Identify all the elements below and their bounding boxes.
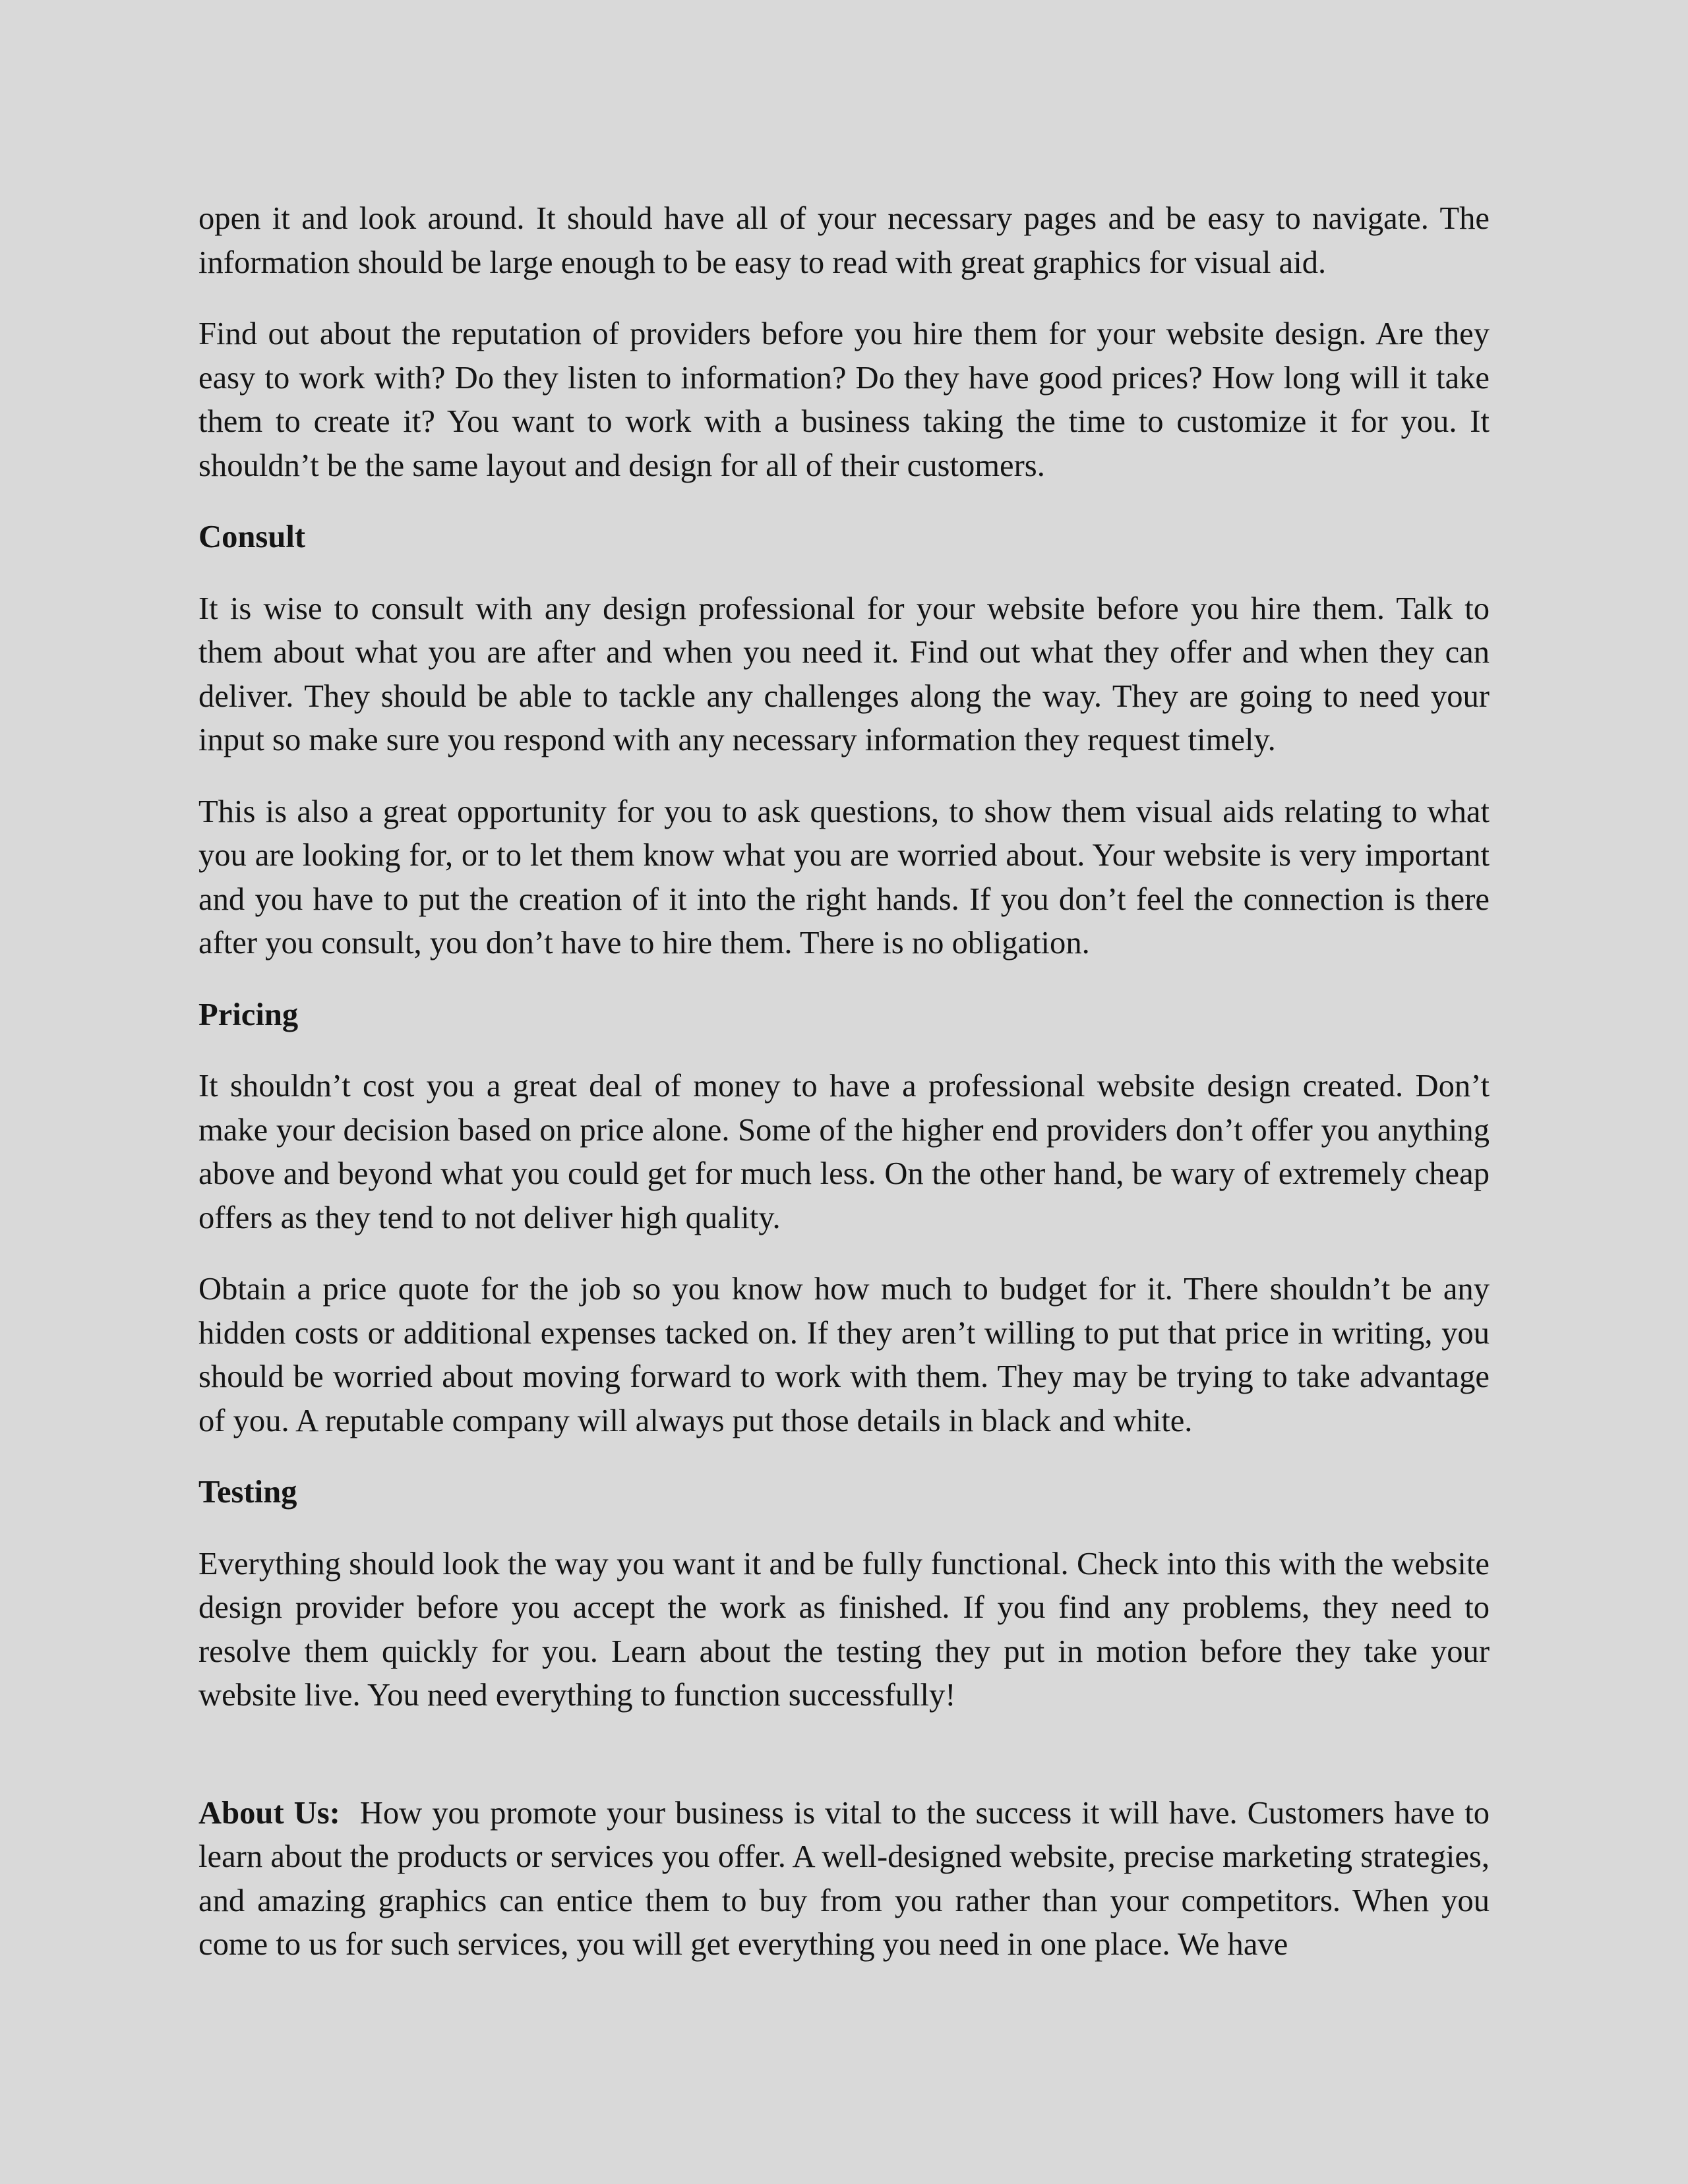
- pricing-paragraph-2: Obtain a price quote for the job so you know how much to budget for it. There shouldn’t be any hidden costs or additional expenses tacked on. If they aren’t willing to put that price in writing, you should be worried about moving forward to work with them. They may be trying to take advantage of you. A reputable company will always put those details in black and white.: [198, 1271, 1490, 1438]
- intro-paragraph-1: open it and look around. It should have all of your necessary pages and be easy to navigate. The information should be large enough to be easy to read with great graphics for visual aid.: [198, 200, 1490, 280]
- testing-paragraph-1: Everything should look the way you want it and be fully functional. Check into this with the website design provider before you accept the work as finished. If you find any problems, they need to resolve them quickly for you. Learn about the testing they put in motion before they take your website live. You need everything to function successfully!: [198, 1545, 1490, 1713]
- document-page: [198, 196, 1490, 1994]
- pricing-heading: Pricing: [198, 996, 299, 1032]
- about-us-text: How you promote your business is vital to the success it will have. Customers have to learn about the products or services you offer. A well-designed website, precise marketing strategies, and amazing graphics can entice them to buy from you rather than your competitors. When you come to us for such services, you will get everything you need in one place. We have: [198, 1794, 1490, 1962]
- pricing-paragraph-1: It shouldn’t cost you a great deal of money to have a professional website design created. Don’t make your decision based on price alone. Some of the higher end providers don’t offer you anything above and beyond what you could get for much less. On the other hand, be wary of extremely cheap offers as they tend to not deliver high quality.: [198, 1068, 1490, 1235]
- about-us-paragraph: [198, 1791, 1490, 1966]
- consult-paragraph-2: This is also a great opportunity for you to ask questions, to show them visual aids relating to what you are looking for, or to let them know what you are worried about. Your website is very important and you have to put the creation of it into the right hands. If you don’t feel the connection is there after you consult, you don’t have to hire them. There is no obligation.: [198, 793, 1490, 960]
- consult-heading: Consult: [198, 519, 306, 554]
- consult-paragraph-1: It is wise to consult with any design professional for your website before you hire them. Talk to them about what you are after and when you need it. Find out what they offer and when they can deliver. They should be able to tackle any challenges along the way. They are going to need your input so make sure you respond with any necessary information they request timely.: [198, 590, 1490, 757]
- about-us-label: About Us:: [198, 1794, 340, 1831]
- testing-heading: Testing: [198, 1474, 297, 1510]
- intro-paragraph-2: Find out about the reputation of providers before you hire them for your website design. Are they easy to work with? Do they listen to information? Do they have good prices? How long will it take them to create it? You want to work with a business taking the time to customize it for you. It shouldn’t be the same layout and design for all of their customers.: [198, 316, 1490, 483]
